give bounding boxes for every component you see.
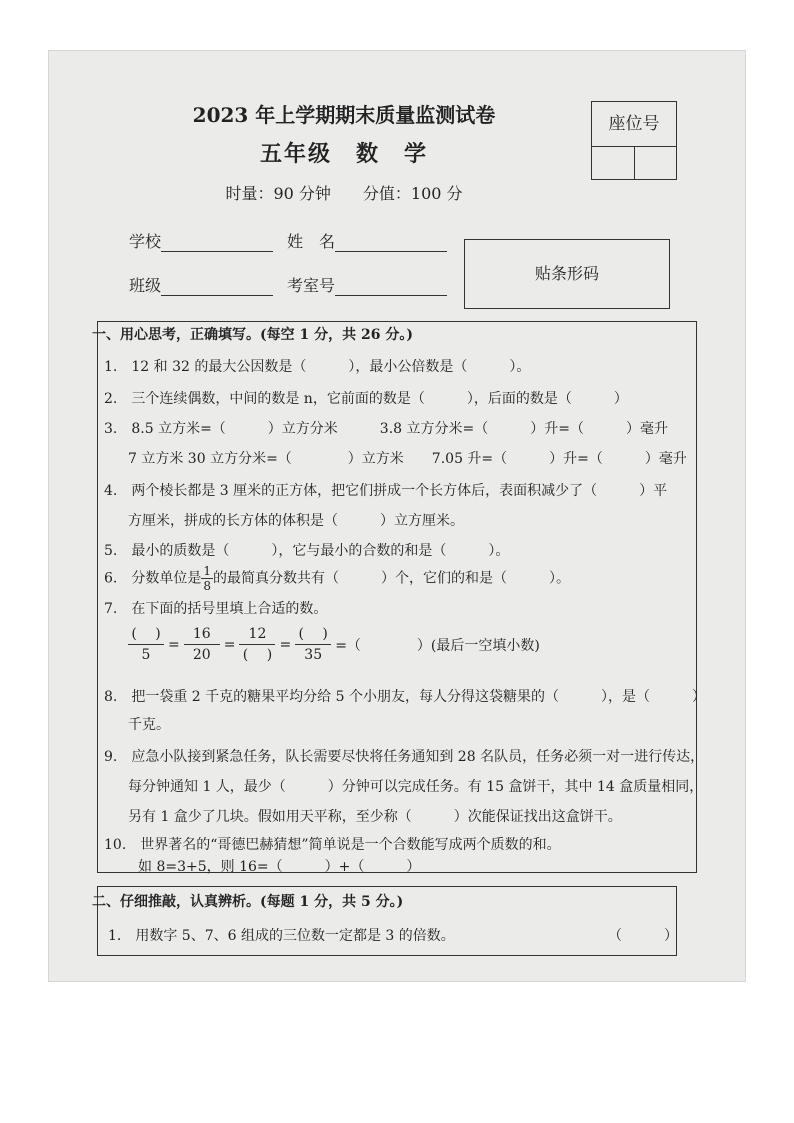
question-4b: 方厘米，拼成的长方体的体积是（ ）立方厘米。	[128, 513, 464, 529]
class-field	[129, 273, 273, 296]
exam-meta: 时量：90 分钟 分值：100 分	[225, 184, 463, 203]
fraction-one-eighth	[201, 564, 213, 593]
fraction-b-numerator: 16	[184, 624, 220, 645]
exam-title: 2023 年上学期期末质量监测试卷	[192, 103, 496, 127]
fraction-c-numerator: 12	[239, 624, 275, 645]
question-5: 5. 最小的质数是（ ），它与最小的合数的和是（ ）。	[104, 543, 510, 559]
question-6	[104, 564, 570, 593]
section2-heading: 二、仔细推敲，认真辨析。(每题 1 分，共 5 分。)	[92, 894, 404, 910]
section1-heading: 一、用心思考，正确填写。(每空 1 分，共 26 分。)	[92, 327, 413, 343]
fraction-numerator: 1	[203, 564, 211, 578]
scanned-exam-photo	[48, 50, 746, 982]
section-fill-in	[92, 321, 706, 875]
question-7: 7. 在下面的括号里填上合适的数。	[104, 601, 328, 617]
section-true-false	[92, 886, 678, 956]
fraction-b-denominator: 20	[192, 647, 211, 663]
question-7-tail: =（ ）(最后一空填小数)	[335, 637, 540, 654]
fraction-a	[128, 624, 164, 665]
class-label: 班级	[129, 276, 162, 295]
exam-paper	[49, 51, 745, 981]
question-3b: 7 立方米 30 立方分米=（ ）立方米 7.05 升=（ ）升=（ ）毫升	[128, 451, 687, 467]
question-9a: 9. 应急小队接到紧急任务，队长需要尽快将任务通知到 28 名队员，任务必须一对一进行传达，	[104, 749, 705, 765]
fraction-d-numerator[interactable]: ( )	[295, 624, 331, 645]
name-label: 姓 名	[287, 232, 336, 251]
fraction-c	[239, 624, 275, 665]
seat-number-label: 座位号	[592, 102, 676, 147]
fraction-a-numerator[interactable]: ( )	[128, 624, 164, 645]
question-9b: 每分钟通知 1 人，最少（ ）分钟可以完成任务。有 15 盒饼干，其中 14 盒质量相同，	[128, 779, 704, 795]
room-label: 考室号	[287, 276, 336, 295]
seat-number-box	[591, 101, 677, 180]
question-9c: 另有 1 盒少了几块。假如用天平称，至少称（ ）次能保证找出这盒饼干。	[128, 809, 622, 825]
fraction-d	[295, 624, 331, 665]
school-blank[interactable]	[161, 233, 273, 252]
room-field	[287, 273, 447, 296]
name-field	[287, 229, 447, 252]
tf-answer-paren[interactable]: （ ）	[608, 928, 678, 944]
question-7-equation: ( ) 5 = $\frac{16}{20}$ = 12 ( ) = ( ) 35 =（ ）(最后一空填小数)	[128, 624, 544, 665]
question-1: 1. 12 和 32 的最大公因数是（ ），最小公倍数是（ ）。	[104, 359, 531, 375]
fraction-d-denominator: 35	[304, 647, 323, 663]
question-3a: 3. 8.5 立方米=（ ）立方分米 3.8 立方分米=（ ）升=（ ）毫升	[104, 421, 668, 437]
exam-subtitle: 五年级 数 学	[259, 141, 428, 167]
room-blank[interactable]	[335, 277, 447, 296]
question-2: 2. 三个连续偶数，中间的数是 n，它前面的数是（ ），后面的数是（ ）	[104, 391, 628, 407]
school-label: 学校	[129, 232, 162, 251]
fraction-denominator: 8	[203, 579, 211, 593]
school-field	[129, 229, 273, 252]
question-8b: 千克。	[128, 717, 170, 733]
question-6-prefix: 6. 分数单位是	[104, 570, 202, 587]
fraction-a-denominator: 5	[141, 647, 151, 663]
seat-cell[interactable]	[592, 147, 635, 180]
barcode-box: 贴条形码	[464, 239, 670, 309]
question-8a: 8. 把一袋重 2 千克的糖果平均分给 5 个小朋友，每人分得这袋糖果的（ ），是（ ）	[104, 689, 706, 705]
class-blank[interactable]	[161, 277, 273, 296]
fraction-b	[184, 624, 220, 665]
question-6-suffix: 的最简真分数共有（ ）个，它们的和是（ ）。	[213, 570, 570, 587]
seat-cell[interactable]	[635, 147, 677, 180]
tf-question-1: 1. 用数字 5、7、6 组成的三位数一定都是 3 的倍数。	[108, 928, 455, 944]
question-4a: 4. 两个棱长都是 3 厘米的正方体，把它们拼成一个长方体后，表面积减少了（ ）平	[104, 483, 668, 499]
question-10a: 10. 世界著名的“哥德巴赫猜想”简单说是一个合数能写成两个质数的和。	[104, 837, 561, 853]
name-blank[interactable]	[335, 233, 447, 252]
fraction-c-denominator[interactable]: ( )	[242, 647, 273, 663]
question-10b: 如 8=3+5，则 16=（ ）+（ ）	[138, 859, 421, 875]
